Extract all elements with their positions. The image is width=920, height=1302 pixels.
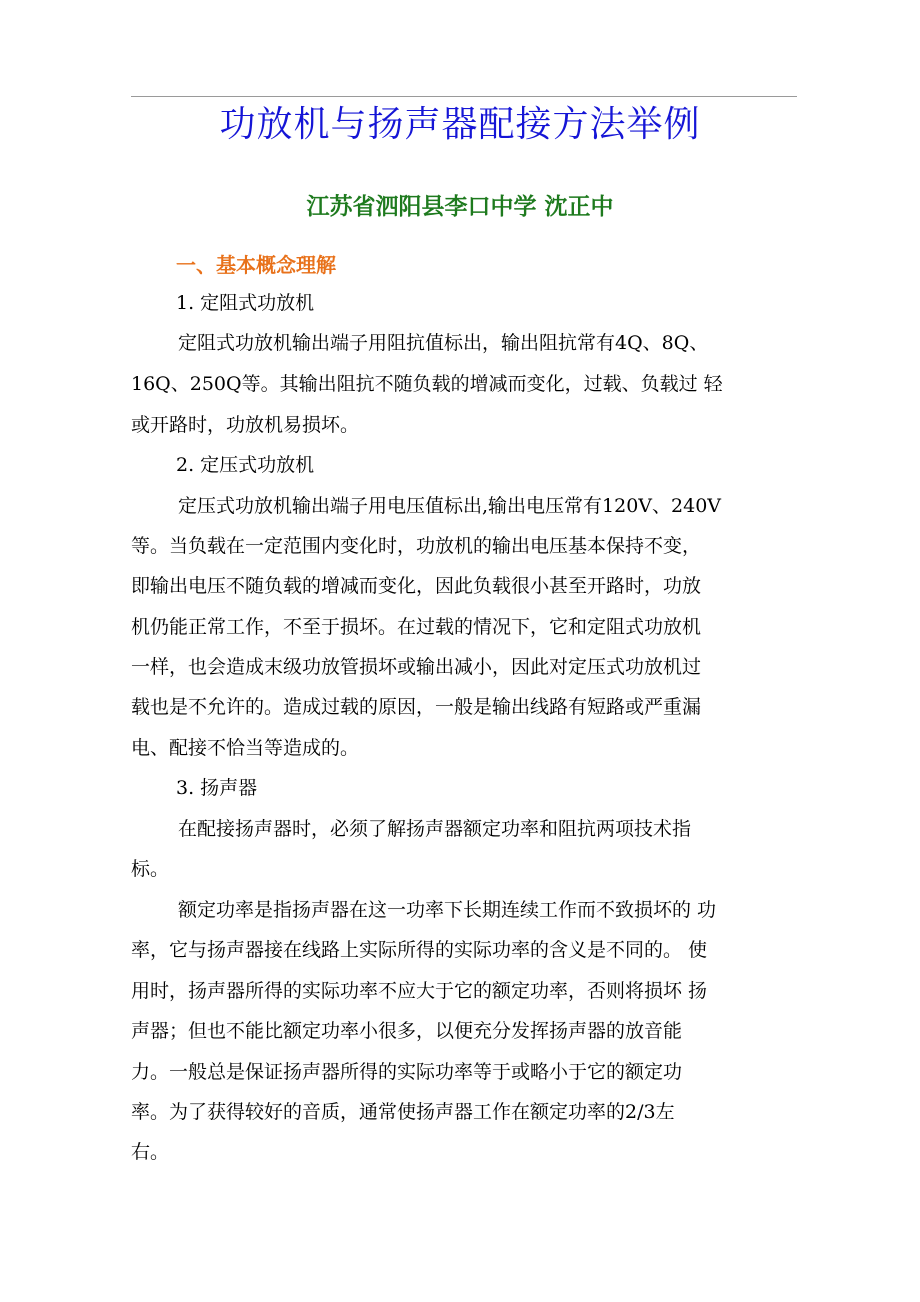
paragraph-line: 在配接扬声器时，必须了解扬声器额定功率和阻抗两项技术指 xyxy=(178,818,692,840)
header-rule xyxy=(131,96,797,97)
paragraph-line: 用时，扬声器所得的实际功率不应大于它的额定功率，否则将损坏 扬 xyxy=(131,980,708,1002)
document-title: 功放机与扬声器配接方法举例 xyxy=(219,104,701,145)
paragraph-line: 电、配接不恰当等造成的。 xyxy=(131,737,360,759)
paragraph-line: 标。 xyxy=(131,858,170,880)
paragraph-line: 等。当负载在一定范围内变化时，功放机的输出电压基本保持不变， xyxy=(131,535,702,557)
author-line: 江苏省泗阳县李口中学 沈正中 xyxy=(306,193,614,220)
paragraph-line: 力。一般总是保证扬声器所得的实际功率等于或略小于它的额定功 xyxy=(131,1061,683,1083)
paragraph-line: 定压式功放机输出端子用电压值标出,输出电压常有120V、240V xyxy=(178,495,722,517)
paragraph-line: 即输出电压不随负载的增减而变化，因此负载很小甚至开路时，功放 xyxy=(131,575,702,597)
subheading-fixed-impedance: 1. 定阻式功放机 xyxy=(176,292,315,314)
section-heading: 一、基本概念理解 xyxy=(176,253,336,277)
paragraph-line: 右。 xyxy=(131,1141,170,1163)
paragraph-line: 声器；但也不能比额定功率小很多，以便充分发挥扬声器的放音能 xyxy=(131,1020,683,1042)
paragraph-line: 额定功率是指扬声器在这一功率下长期连续工作而不致损坏的 功 xyxy=(178,899,717,921)
paragraph-line: 率。为了获得较好的音质，通常使扬声器工作在额定功率的2/3左 xyxy=(131,1101,675,1123)
paragraph-line: 机仍能正常工作，不至于损坏。在过载的情况下，它和定阻式功放机 xyxy=(131,616,702,638)
subheading-fixed-voltage: 2. 定压式功放机 xyxy=(176,454,315,476)
paragraph-line: 一样，也会造成末级功放管损坏或输出减小，因此对定压式功放机过 xyxy=(131,656,702,678)
paragraph-line: 16Q、250Q等。其输出阻抗不随负载的增减而变化，过载、负载过 轻 xyxy=(131,373,723,395)
subheading-speaker: 3. 扬声器 xyxy=(176,777,258,799)
paragraph-line: 率，它与扬声器接在线路上实际所得的实际功率的含义是不同的。 使 xyxy=(131,939,708,961)
paragraph-line: 或开路时，功放机易损坏。 xyxy=(131,414,360,436)
paragraph-line: 定阻式功放机输出端子用阻抗值标出，输出阻抗常有4Q、8Q、 xyxy=(178,332,709,354)
paragraph-line: 载也是不允许的。造成过载的原因，一般是输出线路有短路或严重漏 xyxy=(131,696,702,718)
